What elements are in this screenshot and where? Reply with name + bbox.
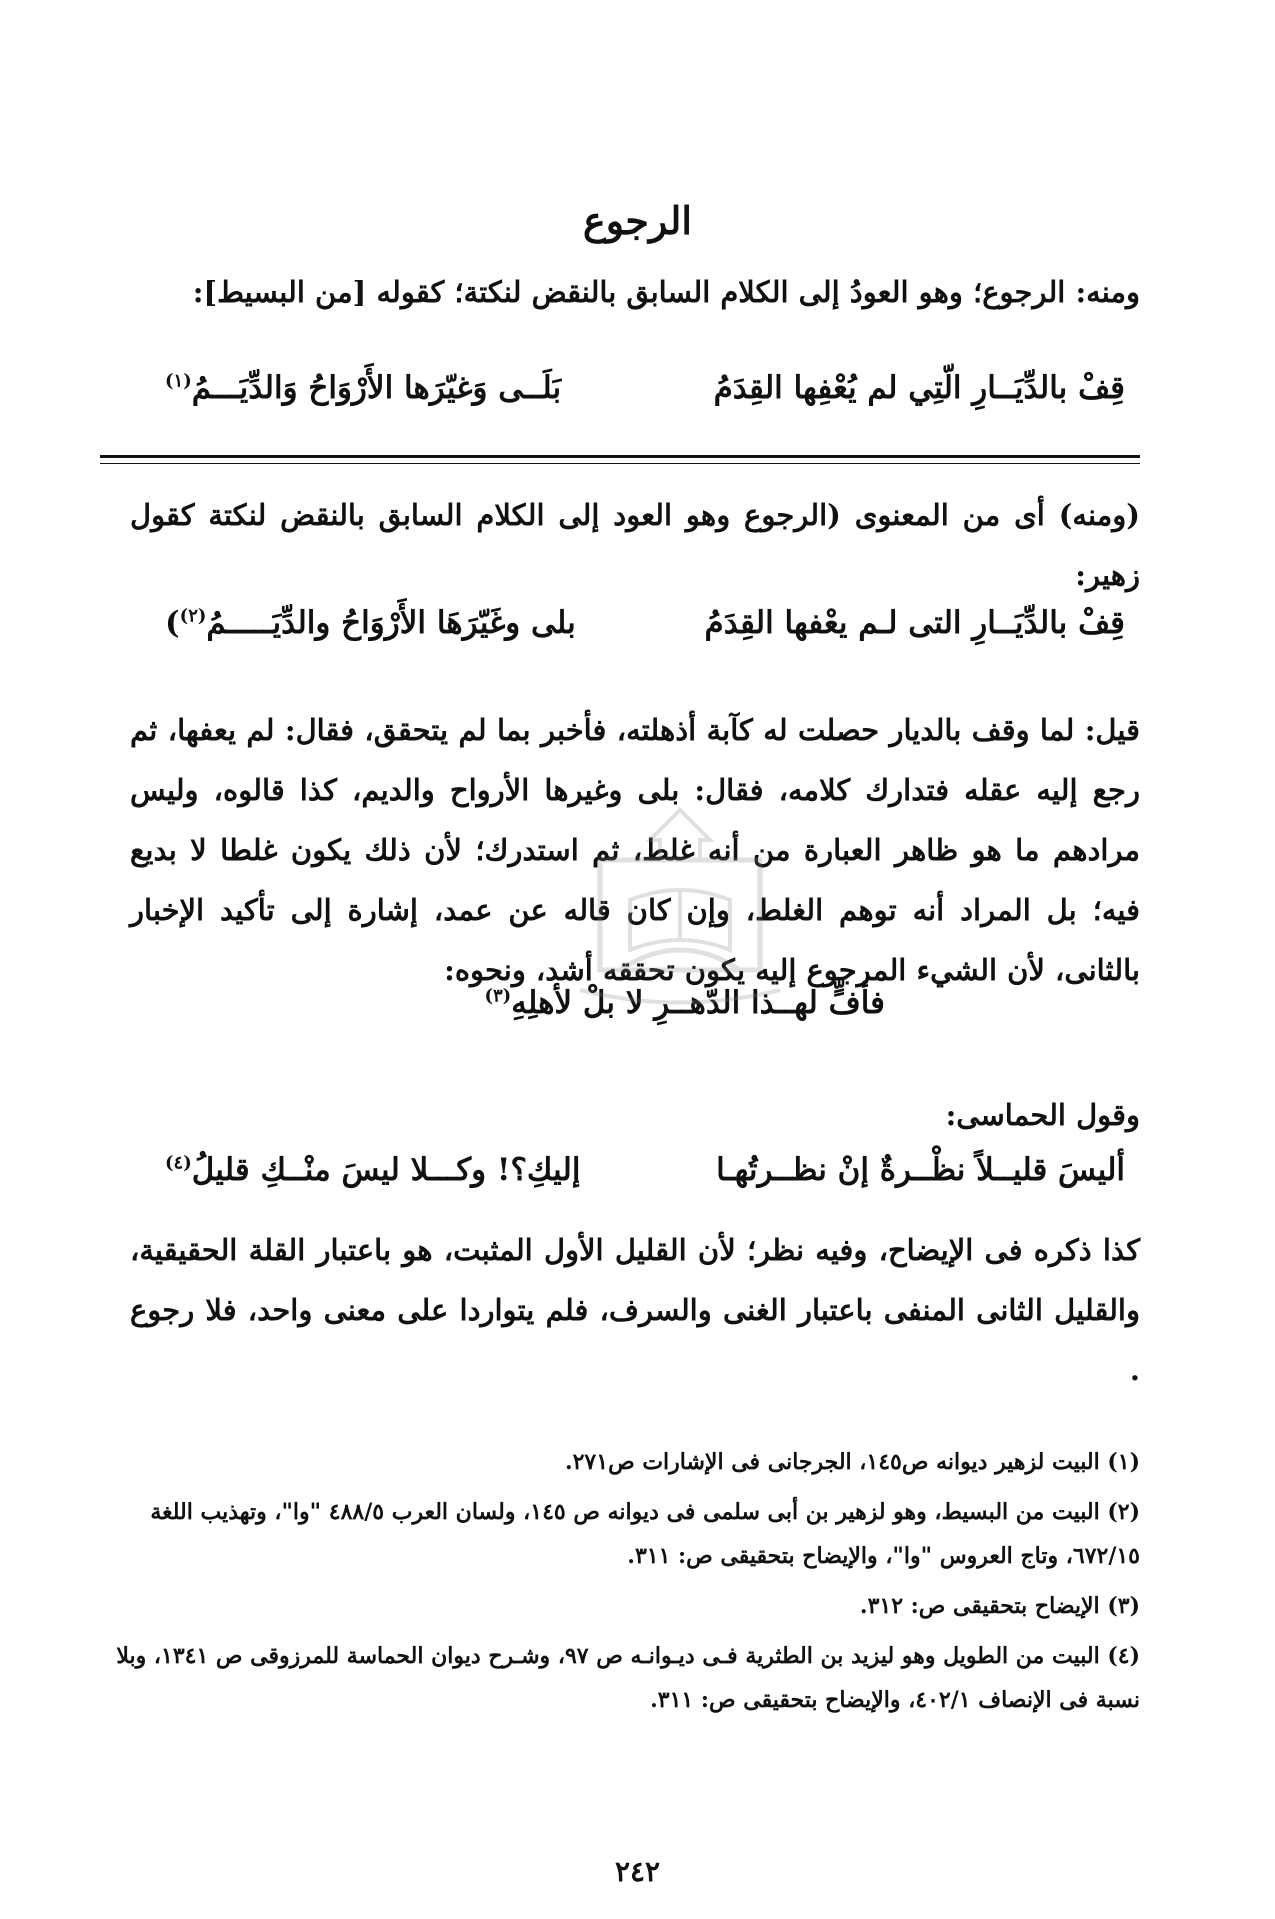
sharh-intro: (ومنه) أى من المعنوى (الرجوع وهو العود إلى الكلام السابق بالنقض لنكتة كقول زهير: bbox=[130, 498, 1140, 592]
page-number: ٢٤٢ bbox=[614, 1855, 661, 1888]
sharh-verse-2-line: فأفٍّ لهــذا الدّهــرِ لا بلْ لأهلِهِ bbox=[511, 985, 885, 1021]
sharh-paragraph-2: كذا ذكره فى الإيضاح، وفيه نظر؛ لأن القليل الأول المثبت، هو باعتبار القلة الحقيقية، والقليل الثانى المنفى باعتبار الغنى والسرف، فلم يتواردا على معنى واحد، فلا رجوع . bbox=[130, 1233, 1140, 1387]
sharh-verse-1-second-hemistich bbox=[165, 605, 576, 641]
sharh-verse-3 bbox=[125, 1152, 1125, 1202]
footnote-4: (٤) البيت من الطويل وهو ليزيد بن الطثرية فـى ديـوانـه ص ٩٧، وشـرح ديوان الحماسة للمرزوقى ص ١٣٤١، وبلا نسبة فى الإنصاف ٤٠٢/١، والإيضاح بتحقيقى ص: ٣١١. bbox=[116, 1643, 1140, 1713]
sharh-verse-3-second-hemistich bbox=[165, 1152, 580, 1188]
footnote-marker-1: (١) bbox=[165, 370, 192, 392]
footnote-marker-2: (٢) bbox=[179, 605, 207, 627]
separator-thick bbox=[100, 455, 1140, 458]
matn-verse-second-hemistich bbox=[165, 370, 561, 406]
separator-thin bbox=[100, 463, 1140, 464]
library-watermark-icon bbox=[560, 800, 800, 1020]
hamasi-intro: وقول الحماسى: bbox=[945, 1098, 1140, 1132]
footnote-1: (١) البيت لزهير ديوانه ص١٤٥، الجرجانى فى الإشارات ص٢٧١. bbox=[564, 1449, 1140, 1475]
sharh-verse-3-first-hemistich: أليسَ قليــلاً نظْــرةٌ إنْ نظــرتُهـا bbox=[716, 1152, 1125, 1188]
section-title: الرجوع bbox=[583, 198, 692, 243]
closing-paren: ) bbox=[165, 605, 180, 641]
matn-paragraph: ومنه: الرجوع؛ وهو العودُ إلى الكلام السابق بالنقض لنكتة؛ كقوله [من البسيط]: bbox=[192, 275, 1140, 309]
footnotes bbox=[110, 1440, 1140, 1728]
footnote-marker-4: (٤) bbox=[165, 1152, 192, 1174]
matn-verse-second-text: بَلَــى وَغيّرَها الأَرْوَاحُ وَالدِّيَـــمُ bbox=[191, 370, 562, 406]
footnote-3: (٣) الإيضاح بتحقيقى ص: ٣١٢. bbox=[859, 1593, 1140, 1619]
sharh-verse-3-second-text: إليكِ؟! وكـــلا ليسَ منْــكِ قليلُ bbox=[191, 1152, 581, 1188]
sharh-verse-1 bbox=[125, 605, 1125, 655]
footnote-2: (٢) البيت من البسيط، وهو لزهير بن أبى سلمى فى ديوانه ص ١٤٥، ولسان العرب ٤٨٨/٥ "وا"، وتهذيب اللغة ٦٧٢/١٥، وتاج العروس "وا"، والإيضاح بتحقيقى ص: ٣١١. bbox=[150, 1499, 1140, 1569]
sharh-paragraph-1: قيل: لما وقف بالديار حصلت له كآبة أذهلته، فأخبر بما لم يتحقق، فقال: لم يعفها، ثم رجع إليه عقله فتدارك كلامه، فقال: بلى وغيرها الأرواح والديم، كذا قالوه، وليس مرادهم ما هو ظاهر العبارة من أنه غلط، ثم استدرك؛ لأن ذلك يكون غلطا لا بديع فيه؛ بل المراد أنه توهم الغلط، وإن كان قاله عن عمد، إشارة إلى تأكيد الإخبار بالثانى، لأن الشيء المرجوع إليه يكون تحققه أشد، ونحوه: bbox=[130, 713, 1140, 987]
sharh-verse-1-first-hemistich: قِفْ بالدِّيَــارِ التى لـم يعْفها القِدَمُ bbox=[704, 605, 1125, 641]
sharh-verse-1-second-text: بلى وغَيّرَهَا الأَرْوَاحُ والدِّيَـــــمُ bbox=[206, 605, 576, 641]
footnote-marker-3: (٣) bbox=[484, 985, 512, 1007]
matn-verse-first-hemistich: قِفْ بالدِّيَــارِ الّتِي لم يُعْفِها القِدَمُ bbox=[713, 370, 1125, 406]
matn-verse bbox=[125, 370, 1125, 420]
